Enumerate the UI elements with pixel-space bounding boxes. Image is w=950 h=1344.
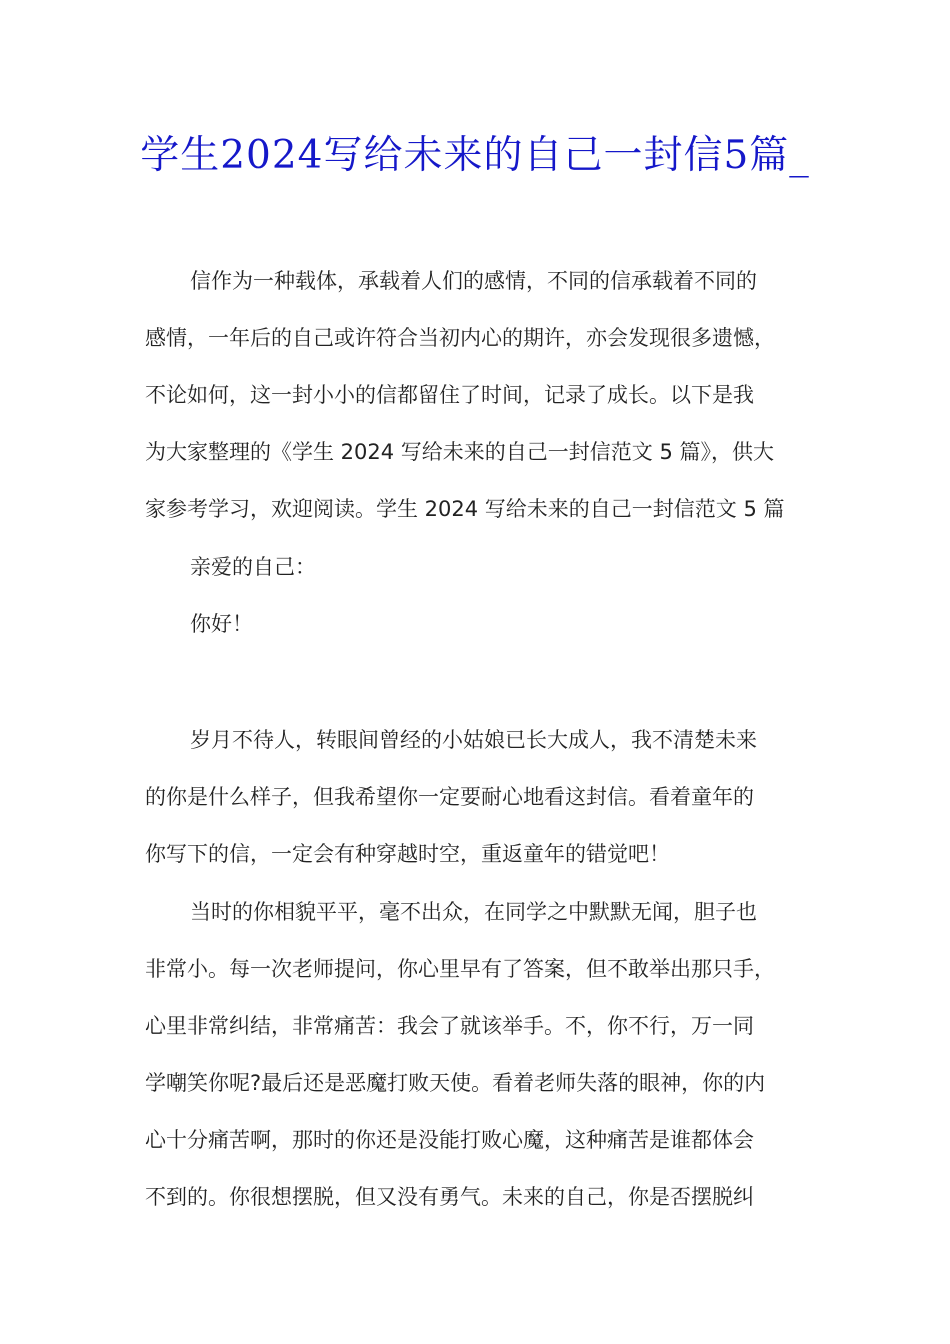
- paragraph-line: 你写下的信，一定会有种穿越时空，重返童年的错觉吧！: [145, 842, 670, 866]
- paragraph-line: 家参考学习，欢迎阅读。学生 2024 写给未来的自己一封信范文 5 篇: [145, 497, 785, 521]
- paragraph-line: 非常小。每一次老师提问，你心里早有了答案，但不敢举出那只手，: [145, 957, 775, 981]
- paragraph-line: 心里非常纠结，非常痛苦：我会了就该举手。不，你不行，万一同: [145, 1014, 754, 1038]
- greeting: 你好！: [190, 612, 253, 636]
- paragraph-line: 不论如何，这一封小小的信都留住了时间，记录了成长。以下是我: [145, 383, 754, 407]
- paragraph-line: 学嘲笑你呢?最后还是恶魔打败天使。看着老师失落的眼神，你的内: [145, 1071, 766, 1095]
- salutation: 亲爱的自己：: [190, 555, 316, 579]
- paragraph-line: 为大家整理的《学生 2024 写给未来的自己一封信范文 5 篇》，供大: [145, 440, 775, 464]
- paragraph-line: 信作为一种载体，承载着人们的感情，不同的信承载着不同的: [190, 269, 757, 293]
- paragraph-line: 不到的。你很想摆脱，但又没有勇气。未来的自己，你是否摆脱纠: [145, 1185, 754, 1209]
- paragraph-line: 感情，一年后的自己或许符合当初内心的期许，亦会发现很多遗憾，: [145, 326, 775, 350]
- document-title: 学生2024写给未来的自己一封信5篇_: [140, 133, 810, 178]
- paragraph-line: 当时的你相貌平平，毫不出众，在同学之中默默无闻，胆子也: [190, 900, 757, 924]
- paragraph-line: 心十分痛苦啊，那时的你还是没能打败心魔，这种痛苦是谁都体会: [145, 1128, 754, 1152]
- paragraph-line: 岁月不待人，转眼间曾经的小姑娘已长大成人，我不清楚未来: [190, 728, 757, 752]
- paragraph-line: 的你是什么样子，但我希望你一定要耐心地看这封信。看着童年的: [145, 785, 754, 809]
